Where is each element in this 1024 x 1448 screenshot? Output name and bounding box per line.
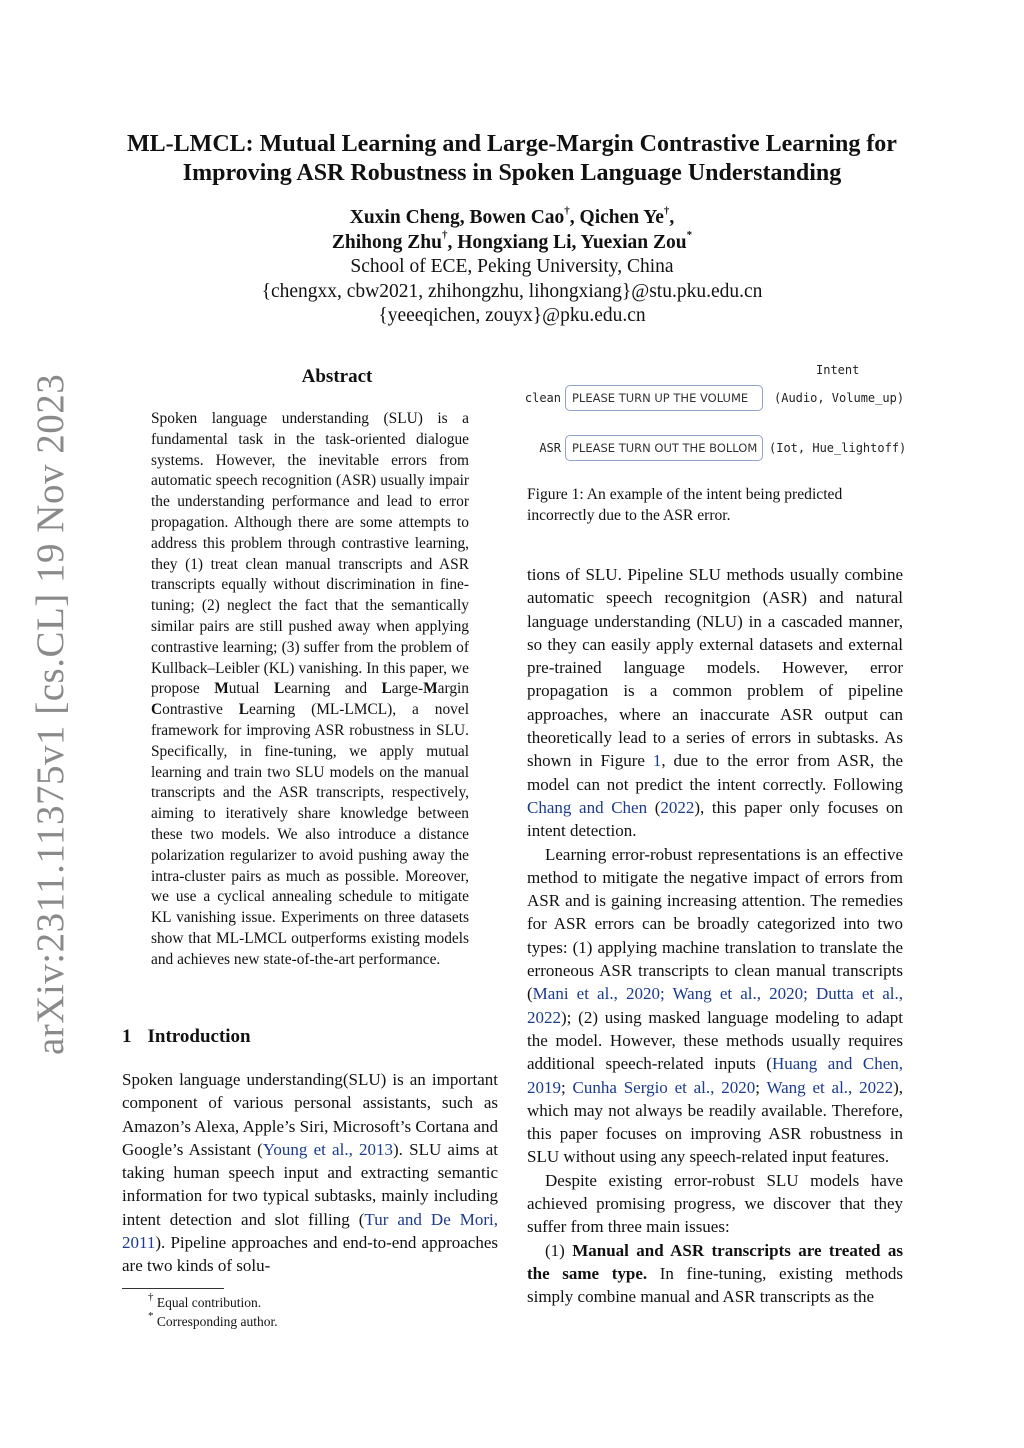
citation-link[interactable]: Huang and Chen, 2019 <box>527 1054 903 1097</box>
footnote-rule <box>122 1288 224 1289</box>
abstract-body: Spoken language understanding (SLU) is a fundamental task in the task-oriented dialogue systems. However, the inevitable errors from automatic speech recognition (ASR) usually impair the understanding performance and lead to error propagation. Although there are some attempts to address this problem through contrastive learning, they (1) treat clean manual transcripts and ASR transcripts equally without discrimination in fine-tuning; (2) neglect the fact that the semantically similar pairs are still pushed away when applying contrastive learning; (3) suffer from the problem of Kullback–Leibler (KL) vanishing. In this paper, we propose Mutual Learning and Large-Margin Contrastive Learning (ML-LMCL), a novel framework for improving ASR robustness in SLU. Specifically, in fine-tuning, we apply mutual learning and train two SLU models on the manual transcripts and the ASR transcripts, respectively, aiming to iteratively share knowledge between these two models. We also introduce a distance polarization regularizer to avoid pushing away the intra-cluster pairs as much as possible. Moreover, we use a cyclical annealing schedule to mitigate KL vanishing issue. Experiments on three datasets show that ML-LMCL outperforms existing models and achieves new state-of-the-art performance. <box>151 410 469 968</box>
section-heading: 1 Introduction <box>122 1026 251 1047</box>
figure-ref-link[interactable]: 1 <box>652 751 662 771</box>
asr-intent: (Iot, Hue_lightoff) <box>769 441 907 455</box>
author-line-2: Zhihong Zhu†, Hongxiang Li, Yuexian Zou* <box>331 229 693 253</box>
right-paragraph-4: (1) Manual and ASR transcripts are treated as the same type. In fine-tuning, existing methods simply combine manual and ASR transcripts as the <box>527 1240 903 1307</box>
footnotes <box>148 1290 278 1331</box>
citation-link[interactable]: Chang and Chen <box>527 797 648 817</box>
paper-title <box>90 130 934 188</box>
title-line-2: Improving ASR Robustness in Spoken Language Understanding <box>182 160 842 186</box>
affiliation: School of ECE, Peking University, China <box>350 256 674 277</box>
footnote-1: † Equal contribution. <box>148 1290 262 1310</box>
email-line-2: {yeeeqichen, zouyx}@pku.edu.cn <box>378 305 646 326</box>
arxiv-stamp: arXiv:2311.11375v1 [cs.CL] 19 Nov 2023 <box>29 373 72 1055</box>
figure-1 <box>520 360 920 490</box>
citation-link[interactable]: Mani et al., 2020; Wang et al., 2020; Dutta et al., 2022 <box>527 984 903 1027</box>
asr-transcript-box: PLEASE TURN OUT THE BOLLOM <box>565 435 763 461</box>
author-line-1: Xuxin Cheng, Bowen Cao†, Qichen Ye†, <box>349 204 675 228</box>
clean-label: clean <box>524 391 561 405</box>
citation-link[interactable]: Young et al., 2013 <box>262 1139 394 1159</box>
footnote-2: * Corresponding author. <box>148 1309 278 1329</box>
abstract-heading: Abstract <box>301 366 373 387</box>
author-block <box>90 206 934 329</box>
clean-intent: (Audio, Volume_up) <box>774 391 905 405</box>
email-line-1: {chengxx, cbw2021, zhihongzhu, lihongxiang}@stu.pku.edu.cn <box>261 280 763 302</box>
intent-header: Intent <box>816 363 860 377</box>
figure-caption: Figure 1: An example of the intent being predicted incorrectly due to the ASR error. <box>527 486 843 524</box>
clean-transcript-box: PLEASE TURN UP THE VOLUME <box>565 385 763 411</box>
right-paragraph-1: tions of SLU. Pipeline SLU methods usually combine automatic speech recognitgion (ASR) and natural language understanding (NLU) in a cascaded manner, so they can easily apply external datasets and external pre-trained language models. However, error propagation is a common problem of pipeline approaches, where an inaccurate ASR output can theoretically lead to a series of errors in subtasks. As shown in Figure 1, due to the error from ASR, the model can not predict the intent correctly. Following Chang and Chen (2022), this paper only focuses on intent detection. <box>527 565 904 841</box>
right-column-text <box>527 563 903 1309</box>
citation-link[interactable]: 2022 <box>660 797 695 817</box>
right-paragraph-2: Learning error-robust representations is an effective method to mitigate the negative impact of errors from ASR and is gaining increasing attention. The remedies for ASR errors can be broadly categorized into two types: (1) applying machine translation to translate the erroneous ASR transcripts to clean manual transcripts (Mani et al., 2020; Wang et al., 2020; Dutta et al., 2022); (2) using masked language modeling to adapt the model. However, these methods usually requires additional speech-related inputs (Huang and Chen, 2019; Cunha Sergio et al., 2020; Wang et al., 2022), which may not always be readily available. Therefore, this paper focuses on improving ASR robustness in SLU without using any speech-related input features. <box>527 844 904 1167</box>
intro-paragraph: Spoken language understanding(SLU) is an important component of various personal assistants, such as Amazon’s Alexa, Apple’s Siri, Microsoft’s Cortana and Google’s Assistant (Young et al., 2013). SLU aims at taking human speech input and extracting semantic information for two typical subtasks, mainly including intent detection and slot filling (Tur and De Mori, 2011). Pipeline approaches and end-to-end approaches are two kinds of solu- <box>122 1070 499 1276</box>
asr-label: ASR <box>539 441 561 455</box>
citation-link[interactable]: Wang et al., 2022 <box>766 1077 894 1097</box>
right-paragraph-3: Despite existing error-robust SLU models have achieved promising progress, we discover that they suffer from three main issues: <box>527 1170 903 1237</box>
citation-link[interactable]: Cunha Sergio et al., 2020 <box>572 1077 756 1097</box>
citation-link[interactable]: Tur and De Mori, 2011 <box>122 1209 499 1253</box>
title-line-1: ML-LMCL: Mutual Learning and Large-Margin Contrastive Learning for <box>127 131 897 157</box>
